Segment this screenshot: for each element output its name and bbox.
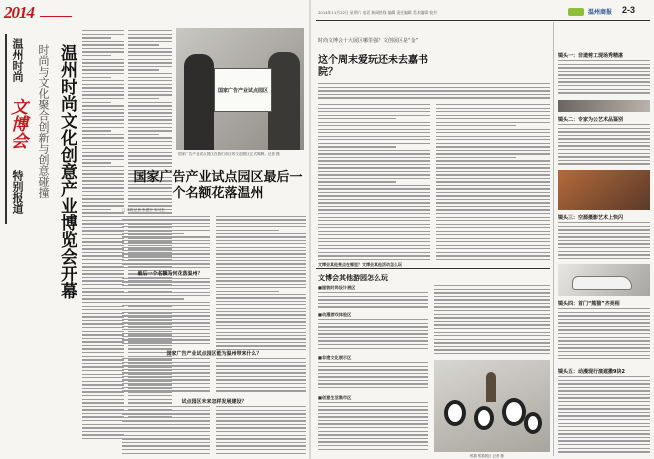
panda-caption: 熊猫 熊猫展区 记者 摄 [470, 454, 504, 458]
masthead-vertical-b: 特别报道 [11, 170, 24, 214]
panda-3 [502, 398, 526, 426]
right-photo-1 [558, 100, 650, 112]
right-item-3-text [558, 222, 650, 262]
page-gutter [309, 0, 311, 459]
page-label: 温州商报 [588, 9, 613, 16]
mid-story-text-a [318, 104, 430, 260]
left-story-text-g [122, 406, 210, 456]
mid-story-text-top [318, 83, 550, 101]
right-item-5-text [558, 376, 650, 454]
masthead-red-line [40, 16, 72, 17]
right-photo-2 [558, 170, 650, 210]
photo-person-1 [184, 54, 214, 150]
headline-kicker: 时尚与文化聚合创新与创意碰撞 [37, 44, 50, 198]
left-story-text-c [122, 278, 210, 344]
left-story-byline: □ 本报记者 朱建宏 实习生 [122, 208, 165, 212]
masthead-vertical-a: 温州时尚 [11, 38, 24, 82]
mid-bottom-text-4 [318, 402, 428, 456]
right-item-4-title: 镜头四：首门“熊猫”齐亮相 [558, 301, 620, 307]
left-story-text-e [122, 358, 210, 394]
masthead-year: 2014 [4, 3, 34, 22]
right-item-5-title: 镜头五：动漫现行演遮撒9块2 [558, 369, 625, 375]
left-story-text-f [216, 358, 306, 394]
photo-sign-board [214, 68, 272, 112]
headline-main: 温州时尚文化创意产业博览会开幕 [57, 44, 77, 299]
right-item-3-title: 镜头三：空源摄影艺术上快闪 [558, 215, 624, 221]
left-story-text-h [216, 406, 306, 456]
left-story-sub3: 试点园区未来怎样发展建设？ [181, 399, 247, 405]
mid-bottom-item-4: ■创意生活集市区 [318, 395, 352, 400]
right-photo-3 [558, 264, 650, 296]
mid-bottom-text-3 [318, 362, 428, 392]
left-story-text-d [216, 270, 306, 350]
car-shape [572, 276, 632, 290]
right-col-rule [553, 22, 554, 456]
photo-child [486, 372, 496, 402]
panda-4 [524, 412, 542, 434]
left-story-text-b [216, 216, 306, 268]
right-item-1-text [558, 60, 650, 96]
masthead-rule [316, 20, 650, 21]
left-story-text-a [122, 216, 210, 268]
main-photo [176, 28, 304, 150]
masthead-bracket [5, 34, 7, 224]
right-item-1-title: 镜头一：非遗剪工现场秀精湛 [558, 53, 624, 59]
panda-photo [434, 360, 550, 452]
left-story-title: 国家广告产业试点园区最后一个名额花落温州 [133, 170, 303, 201]
mid-story-title: 这个周末爱玩还未去嘉书院？ [318, 55, 428, 78]
right-item-2-text [558, 124, 650, 168]
date-line: 2014年11月22日 星期六 电话 新闻热线 编辑 责任编辑 美术编辑 校对 [318, 10, 437, 15]
panda-2 [474, 406, 494, 430]
right-item-4-text [558, 308, 650, 362]
mid-bottom-text-1 [318, 292, 428, 310]
mid-story-text-b [436, 104, 550, 260]
photo-caption: 国家广告产业试点园区在我们市区的文创园区正式揭牌。记者 摄 [178, 152, 280, 156]
panda-1 [444, 400, 466, 426]
masthead-logo [568, 8, 584, 16]
mid-story-sub: 文博会其他亮点在哪里？文博会其他活动怎么玩 [318, 262, 402, 267]
mid-bottom-title: 文博会其他游园怎么玩 [318, 274, 388, 282]
body-text-col-1 [82, 30, 124, 455]
mid-bottom-text-right [434, 285, 550, 357]
left-story-sub2: 国家广告产业试点园区能为温州带来什么？ [166, 351, 262, 357]
mid-bottom-rule [316, 268, 550, 269]
mid-story-kicker: 时尚文博会十大展区哪里强？文创展区是“金” [318, 38, 419, 44]
masthead-vertical-script: 文博会 [8, 98, 27, 149]
photo-person-2 [268, 52, 300, 150]
mid-bottom-item-3: ■非遗文化展示区 [318, 355, 352, 360]
mid-bottom-text-2 [318, 319, 428, 353]
mid-bottom-item-2: ■动漫游戏体验区 [318, 312, 352, 317]
right-item-2-title: 镜头二：专家为公艺术品鉴别 [558, 117, 624, 123]
photo-sign-text: 国家广告产业试点园区 [217, 87, 268, 94]
mid-bottom-item-1: ■服装时尚设计展区 [318, 285, 356, 290]
left-story-sub1: 最后一个名额为何花落温州？ [137, 271, 203, 277]
page-number: 2-3 [622, 5, 636, 15]
